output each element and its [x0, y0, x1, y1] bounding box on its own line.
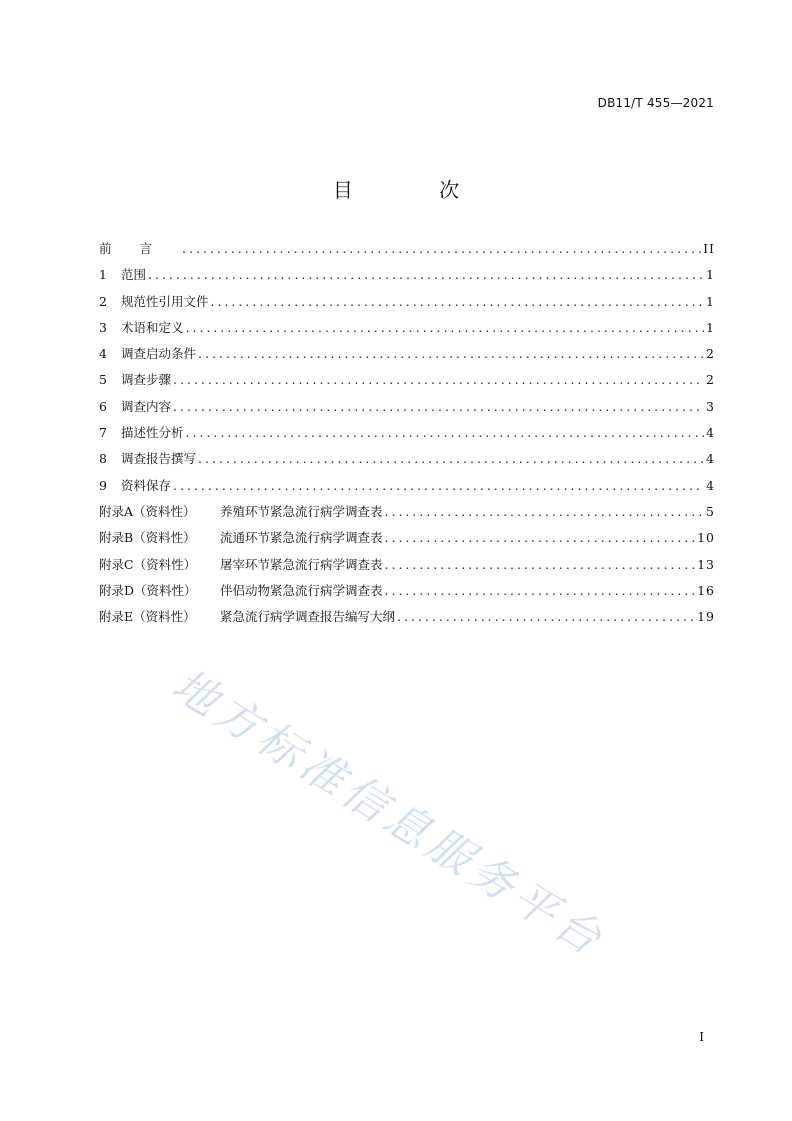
toc-entry-label: 术语和定义: [121, 319, 184, 335]
toc-entry-page: 2: [706, 346, 715, 362]
standard-code: DB11/T 455—2021: [597, 96, 714, 110]
toc-entry-number: 8: [99, 451, 107, 467]
toc-appendix-e[interactable]: [99, 604, 715, 630]
toc-entry-label: 调查启动条件: [121, 346, 197, 362]
toc-leader-dots: [198, 341, 704, 367]
toc-leader-dots: [173, 367, 704, 393]
toc-entry-2[interactable]: [99, 289, 715, 315]
toc-entry-9[interactable]: [99, 473, 715, 499]
toc-entry-page: 1: [706, 267, 715, 283]
toc-entry-5[interactable]: [99, 367, 715, 393]
toc-appendix-prefix: 附录B（资料性）: [99, 530, 196, 546]
toc-leader-dots: [385, 552, 696, 578]
toc-appendix-label: 流通环节紧急流行病学调查表: [220, 530, 383, 546]
toc-entry-page: II: [703, 241, 715, 256]
toc-appendix-prefix: 附录A（资料性）: [99, 503, 196, 519]
toc-entry-number: 4: [99, 346, 107, 362]
toc-appendix-page: 13: [697, 556, 715, 572]
toc-entry-label: 描述性分析: [121, 425, 184, 441]
toc-leader-dots: [173, 394, 704, 420]
toc-leader-dots: [397, 604, 695, 630]
toc-leader-dots: [385, 499, 705, 525]
toc-entry-page: 4: [706, 477, 715, 493]
toc-appendix-prefix: 附录E（资料性）: [99, 609, 196, 625]
toc-appendix-page: 5: [706, 503, 715, 519]
toc-title: 目 次: [332, 178, 500, 202]
toc-entry-label: 范围: [121, 267, 147, 283]
toc-entry-number: 2: [99, 293, 107, 309]
toc-entry-number: 9: [99, 477, 107, 493]
toc-leader-dots: [148, 262, 704, 288]
toc-entry-foreword[interactable]: [99, 236, 715, 262]
toc-leader-dots: [186, 420, 705, 446]
toc-entry-label: 调查报告撰写: [121, 451, 197, 467]
toc-entry-page: 2: [706, 372, 715, 388]
toc-entry-label: 前言: [99, 241, 181, 256]
watermark: 地方标准信息服务平台: [163, 659, 615, 968]
toc-appendix-a[interactable]: [99, 499, 715, 525]
toc-leader-dots: [198, 446, 704, 472]
toc-entry-number: 1: [99, 267, 107, 283]
table-of-contents: [99, 236, 715, 630]
toc-appendix-label: 伴侣动物紧急流行病学调查表: [220, 582, 383, 598]
toc-entry-6[interactable]: [99, 394, 715, 420]
toc-leader-dots: [211, 289, 705, 315]
page-number: I: [699, 1030, 704, 1044]
toc-appendix-d[interactable]: [99, 578, 715, 604]
toc-appendix-page: 10: [697, 530, 715, 546]
toc-entry-8[interactable]: [99, 446, 715, 472]
toc-appendix-page: 19: [697, 609, 715, 625]
toc-appendix-label: 养殖环节紧急流行病学调查表: [220, 503, 383, 519]
toc-appendix-prefix: 附录D（资料性）: [99, 582, 197, 598]
toc-entry-label: 资料保存: [121, 477, 172, 493]
toc-entry-page: 4: [706, 451, 715, 467]
toc-entry-page: 1: [706, 319, 715, 335]
toc-entry-page: 3: [706, 398, 715, 414]
toc-leader-dots: [385, 578, 696, 604]
toc-entry-page: 1: [706, 293, 715, 309]
toc-appendix-page: 16: [697, 582, 715, 598]
toc-appendix-c[interactable]: [99, 552, 715, 578]
toc-entry-label: 调查步骤: [121, 372, 172, 388]
toc-leader-dots: [173, 473, 704, 499]
toc-entry-3[interactable]: [99, 315, 715, 341]
toc-entry-page: 4: [706, 425, 715, 441]
toc-entry-1[interactable]: [99, 262, 715, 288]
toc-leader-dots: [186, 315, 705, 341]
toc-entry-label: 调查内容: [121, 398, 172, 414]
toc-appendix-b[interactable]: [99, 525, 715, 551]
toc-entry-label: 规范性引用文件: [121, 293, 209, 309]
toc-entry-7[interactable]: [99, 420, 715, 446]
toc-entry-number: 7: [99, 425, 107, 441]
toc-leader-dots: [385, 525, 696, 551]
toc-appendix-label: 屠宰环节紧急流行病学调查表: [220, 556, 383, 572]
toc-entry-number: 6: [99, 398, 107, 414]
toc-entry-number: 5: [99, 372, 107, 388]
toc-appendix-prefix: 附录C（资料性）: [99, 556, 197, 572]
toc-entry-4[interactable]: [99, 341, 715, 367]
toc-entry-number: 3: [99, 319, 107, 335]
toc-appendix-label: 紧急流行病学调查报告编写大纲: [220, 609, 396, 625]
toc-leader-dots: [182, 236, 701, 262]
